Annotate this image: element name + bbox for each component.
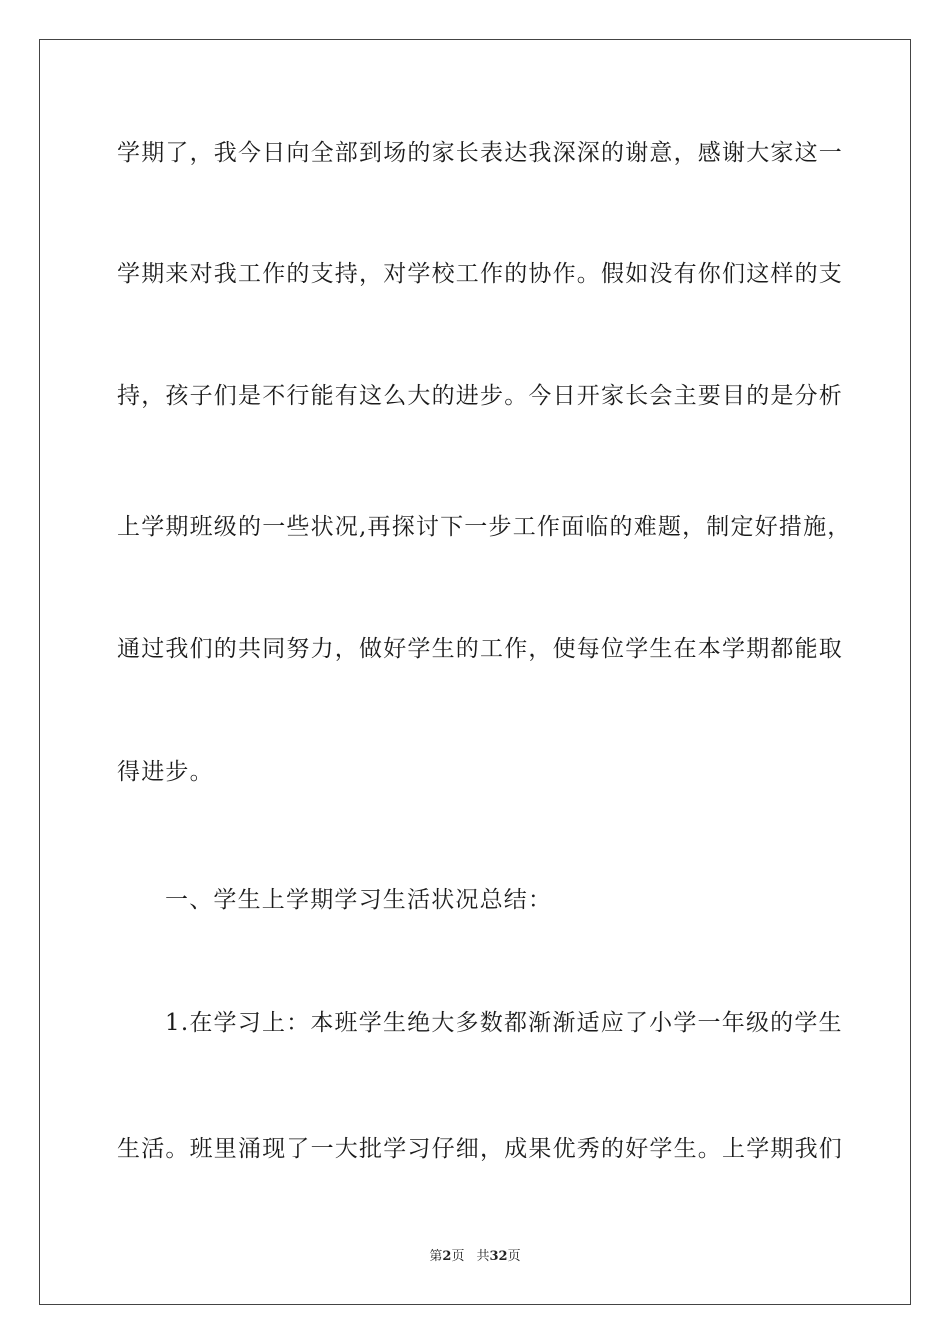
page-number: 2 <box>442 1249 452 1264</box>
body-line-2: 学期来对我工作的支持，对学校工作的协作。假如没有你们这样的支 <box>117 261 843 287</box>
total-prefix: 共 <box>476 1249 490 1264</box>
body-line-5: 通过我们的共同努力，做好学生的工作，使每位学生在本学期都能取 <box>117 636 843 662</box>
body-line-6: 得进步。 <box>117 759 214 785</box>
page-border <box>39 39 911 1305</box>
body-line-1: 学期了，我今日向全部到场的家长表达我深深的谢意，感谢大家这一 <box>117 140 843 166</box>
total-pages: 32 <box>489 1249 508 1264</box>
body-line-4: 上学期班级的一些状况,再探讨下一步工作面临的难题，制定好措施， <box>117 514 852 540</box>
total-suffix: 页 <box>507 1249 521 1264</box>
section-heading: 一、学生上学期学习生活状况总结： <box>165 887 553 913</box>
page-suffix: 页 <box>451 1249 465 1264</box>
page-footer <box>0 1248 950 1266</box>
body-line-3: 持，孩子们是不行能有这么大的进步。今日开家长会主要目的是分析 <box>117 383 843 409</box>
body-line-8: 1.在学习上：本班学生绝大多数都渐渐适应了小学一年级的学生 <box>165 1010 843 1036</box>
page-prefix: 第 <box>429 1249 443 1264</box>
body-line-9: 生活。班里涌现了一大批学习仔细，成果优秀的好学生。上学期我们 <box>117 1136 843 1162</box>
